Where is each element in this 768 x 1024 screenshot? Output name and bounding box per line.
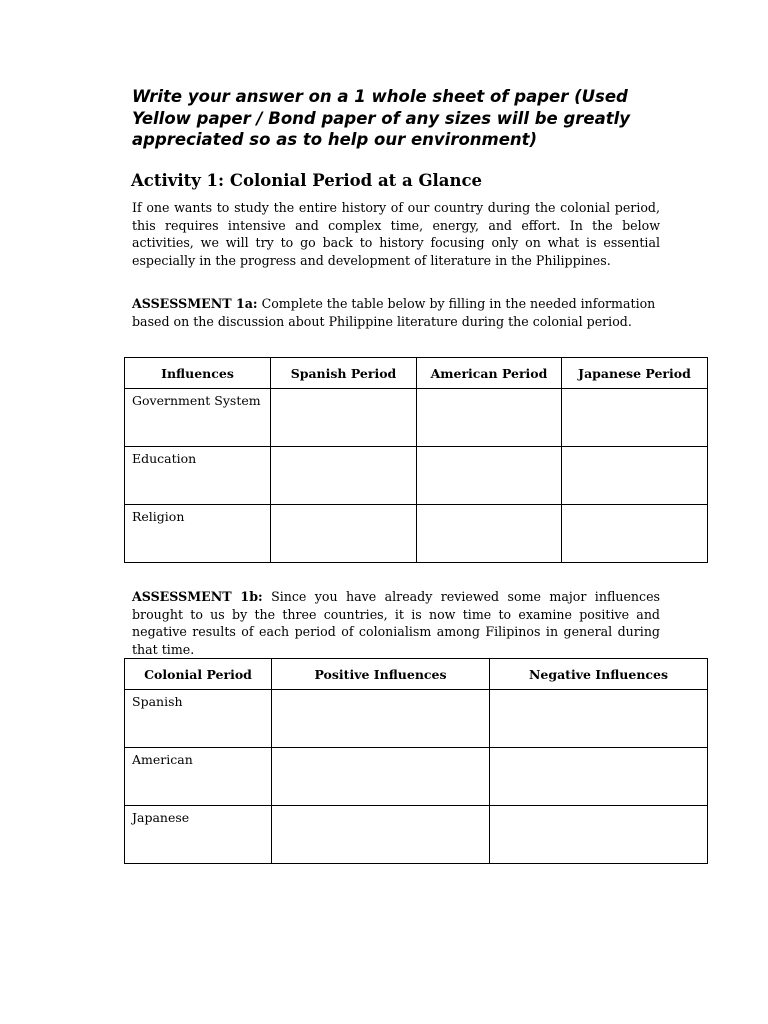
table-row xyxy=(125,748,708,806)
assessment-1a-label: ASSESSMENT 1a: xyxy=(132,296,258,311)
answer-cell[interactable] xyxy=(271,505,417,563)
header-japanese-period: Japanese Period xyxy=(562,358,708,389)
table-header-row xyxy=(125,358,708,389)
activity-intro-paragraph: If one wants to study the entire history of our country during the colonial period, this requires intensive and complex time, energy, and effort. In the below activities, we will try to go back to history focusing only on what is essential especially in the progress and development of literature in the Philippines. xyxy=(132,200,660,268)
table-row xyxy=(125,389,708,447)
instruction-text: Write your answer on a 1 whole sheet of paper (Used Yellow paper / Bond paper of any sizes will be greatly appreciated so as to help our environment) xyxy=(132,87,631,149)
row-label-american: American xyxy=(132,752,193,767)
assessment-1a-instructions xyxy=(132,295,660,330)
assessment-1a-table xyxy=(124,357,708,563)
row-label-cell xyxy=(125,806,272,864)
answer-cell[interactable] xyxy=(562,505,708,563)
answer-cell[interactable] xyxy=(271,389,417,447)
assessment-1b-table xyxy=(124,658,708,864)
assessment-1b-text: Since you have already reviewed some major influences brought to us by the three countries, it is now time to examine positive and negative results of each period of colonialism among Filipinos in general during that time. xyxy=(132,589,660,657)
assessment-1b-instructions xyxy=(132,588,660,658)
table-row xyxy=(125,806,708,864)
answer-cell[interactable] xyxy=(272,748,490,806)
answer-cell[interactable] xyxy=(272,690,490,748)
answer-cell[interactable] xyxy=(490,690,708,748)
assessment-1a-text: Complete the table below by filling in the needed information based on the discussion about Philippine literature during the colonial period. xyxy=(132,296,656,329)
row-label-government-system: Government System xyxy=(132,393,261,408)
header-colonial-period: Colonial Period xyxy=(125,659,272,690)
answer-cell[interactable] xyxy=(417,389,562,447)
row-label-religion: Religion xyxy=(132,509,185,524)
row-label-spanish: Spanish xyxy=(132,694,183,709)
activity-title: Activity 1: Colonial Period at a Glance xyxy=(131,171,483,190)
row-label-cell xyxy=(125,447,271,505)
row-label-cell xyxy=(125,690,272,748)
answer-cell[interactable] xyxy=(490,806,708,864)
header-american-period: American Period xyxy=(417,358,562,389)
row-label-education: Education xyxy=(132,451,197,466)
answer-cell[interactable] xyxy=(271,447,417,505)
answer-cell[interactable] xyxy=(562,389,708,447)
assessment-1b-label: ASSESSMENT 1b: xyxy=(132,589,263,604)
table-row xyxy=(125,447,708,505)
row-label-japanese: Japanese xyxy=(132,810,190,825)
header-negative-influences: Negative Influences xyxy=(490,659,708,690)
answer-cell[interactable] xyxy=(272,806,490,864)
header-positive-influences: Positive Influences xyxy=(272,659,490,690)
row-label-cell xyxy=(125,505,271,563)
answer-cell[interactable] xyxy=(417,447,562,505)
answer-cell[interactable] xyxy=(490,748,708,806)
answer-cell[interactable] xyxy=(417,505,562,563)
table-row xyxy=(125,690,708,748)
answer-cell[interactable] xyxy=(562,447,708,505)
table-header-row xyxy=(125,659,708,690)
header-influences: Influences xyxy=(125,358,271,389)
header-spanish-period: Spanish Period xyxy=(271,358,417,389)
row-label-cell xyxy=(125,748,272,806)
table-row xyxy=(125,505,708,563)
row-label-cell xyxy=(125,389,271,447)
